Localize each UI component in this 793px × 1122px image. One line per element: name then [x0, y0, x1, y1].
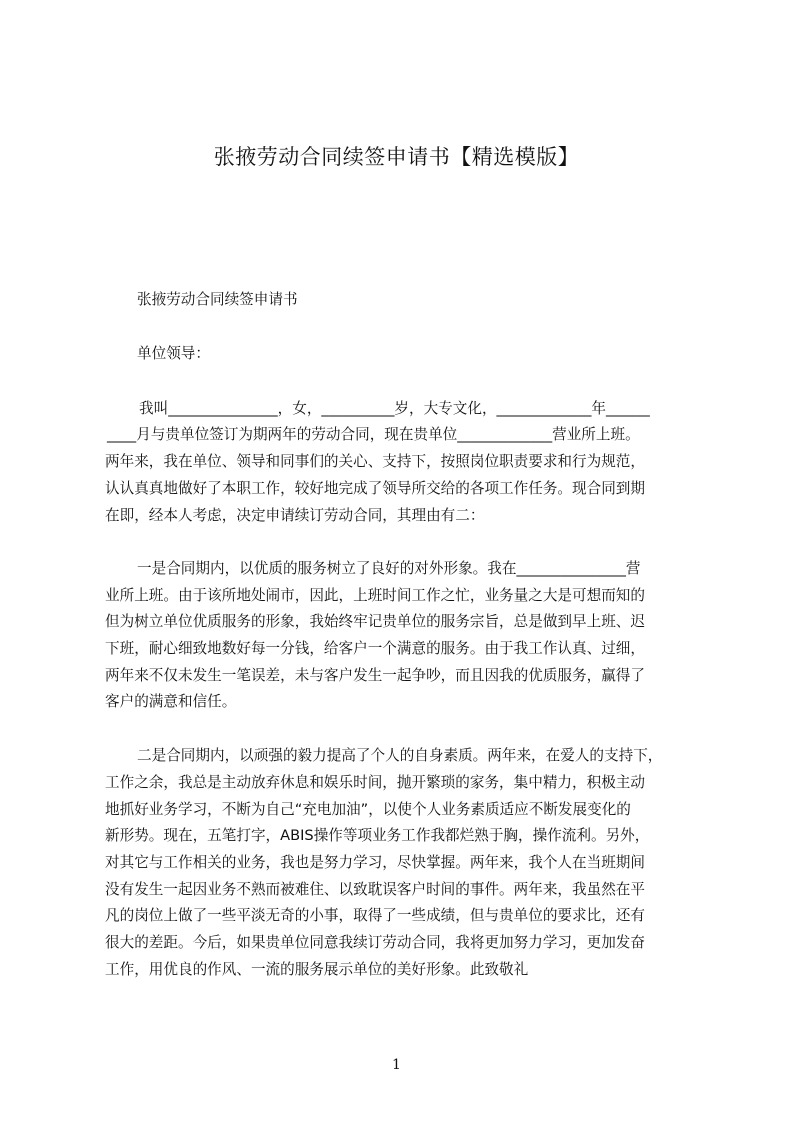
paragraph-line: 两年来，我在单位、领导和同事们的关心、支持下，按照岗位职责要求和行为规范， [105, 453, 645, 470]
paragraph-line: 凡的岗位上做了一些平淡无奇的小事，取得了一些成绩，但与贵单位的要求比，还有 [105, 907, 645, 924]
page-number: 1 [392, 1057, 401, 1073]
paragraph-line: 在即，经本人考虑，决定申请续订劳动合同，其理由有二： [105, 507, 485, 524]
document-subtitle: 张掖劳动合同续签申请书 [137, 291, 298, 308]
paragraph-line: 业所上班。由于该所地处闹市，因此，上班时间工作之忙，业务量之大是可想而知的 [105, 587, 645, 604]
paragraph-line: 没有发生一起因业务不熟而被难住、以致耽误客户时间的事件。两年来，我虽然在平 [105, 881, 645, 898]
paragraph-line: ____月与贵单位签订为期两年的劳动合同，现在贵单位_____________营业所上班。 [107, 426, 640, 443]
paragraph-line: 新形势。现在，五笔打字，ABIS操作等项业务工作我都烂熟于胸，操作流利。另外， [105, 827, 650, 844]
salutation: 单位领导： [137, 345, 210, 362]
paragraph-line: 一是合同期内，以优质的服务树立了良好的对外形象。我在_______________营 [137, 560, 641, 577]
paragraph-line: 很大的差距。今后，如果贵单位同意我续订劳动合同，我将更加努力学习，更加发奋 [105, 934, 645, 951]
paragraph-line: 工作，用优良的作风、一流的服务展示单位的美好形象。此致敬礼 [105, 961, 529, 978]
paragraph-line: 二是合同期内，以顽强的毅力提高了个人的自身素质。两年来，在爱人的支持下， [137, 747, 663, 764]
document-title: 张掖劳动合同续签申请书【精选模版】 [213, 145, 580, 169]
paragraph-line: 我叫_______________，女，__________岁，大专文化，_____________年______ [139, 400, 650, 417]
paragraph-line: 工作之余，我总是主动放弃休息和娱乐时间，抛开繁琐的家务，集中精力，积极主动 [105, 774, 645, 791]
paragraph-line: 下班，耐心细致地数好每一分钱，给客户一个满意的服务。由于我工作认真、过细， [105, 640, 645, 657]
paragraph-line: 客户的满意和信任。 [105, 693, 237, 710]
paragraph-line: 但为树立单位优质服务的形象，我始终牢记贵单位的服务宗旨，总是做到早上班、迟 [105, 613, 645, 630]
paragraph-line: 认认真真地做好了本职工作，较好地完成了领导所交给的各项工作任务。现合同到期 [105, 480, 645, 497]
paragraph-line: 地抓好业务学习，不断为自己“充电加油”，以使个人业务素质适应不断发展变化的 [105, 801, 631, 818]
paragraph-line: 对其它与工作相关的业务，我也是努力学习，尽快掌握。两年来，我个人在当班期间 [105, 854, 645, 871]
paragraph-line: 两年来不仅未发生一笔误差，未与客户发生一起争吵，而且因我的优质服务，赢得了 [105, 667, 645, 684]
